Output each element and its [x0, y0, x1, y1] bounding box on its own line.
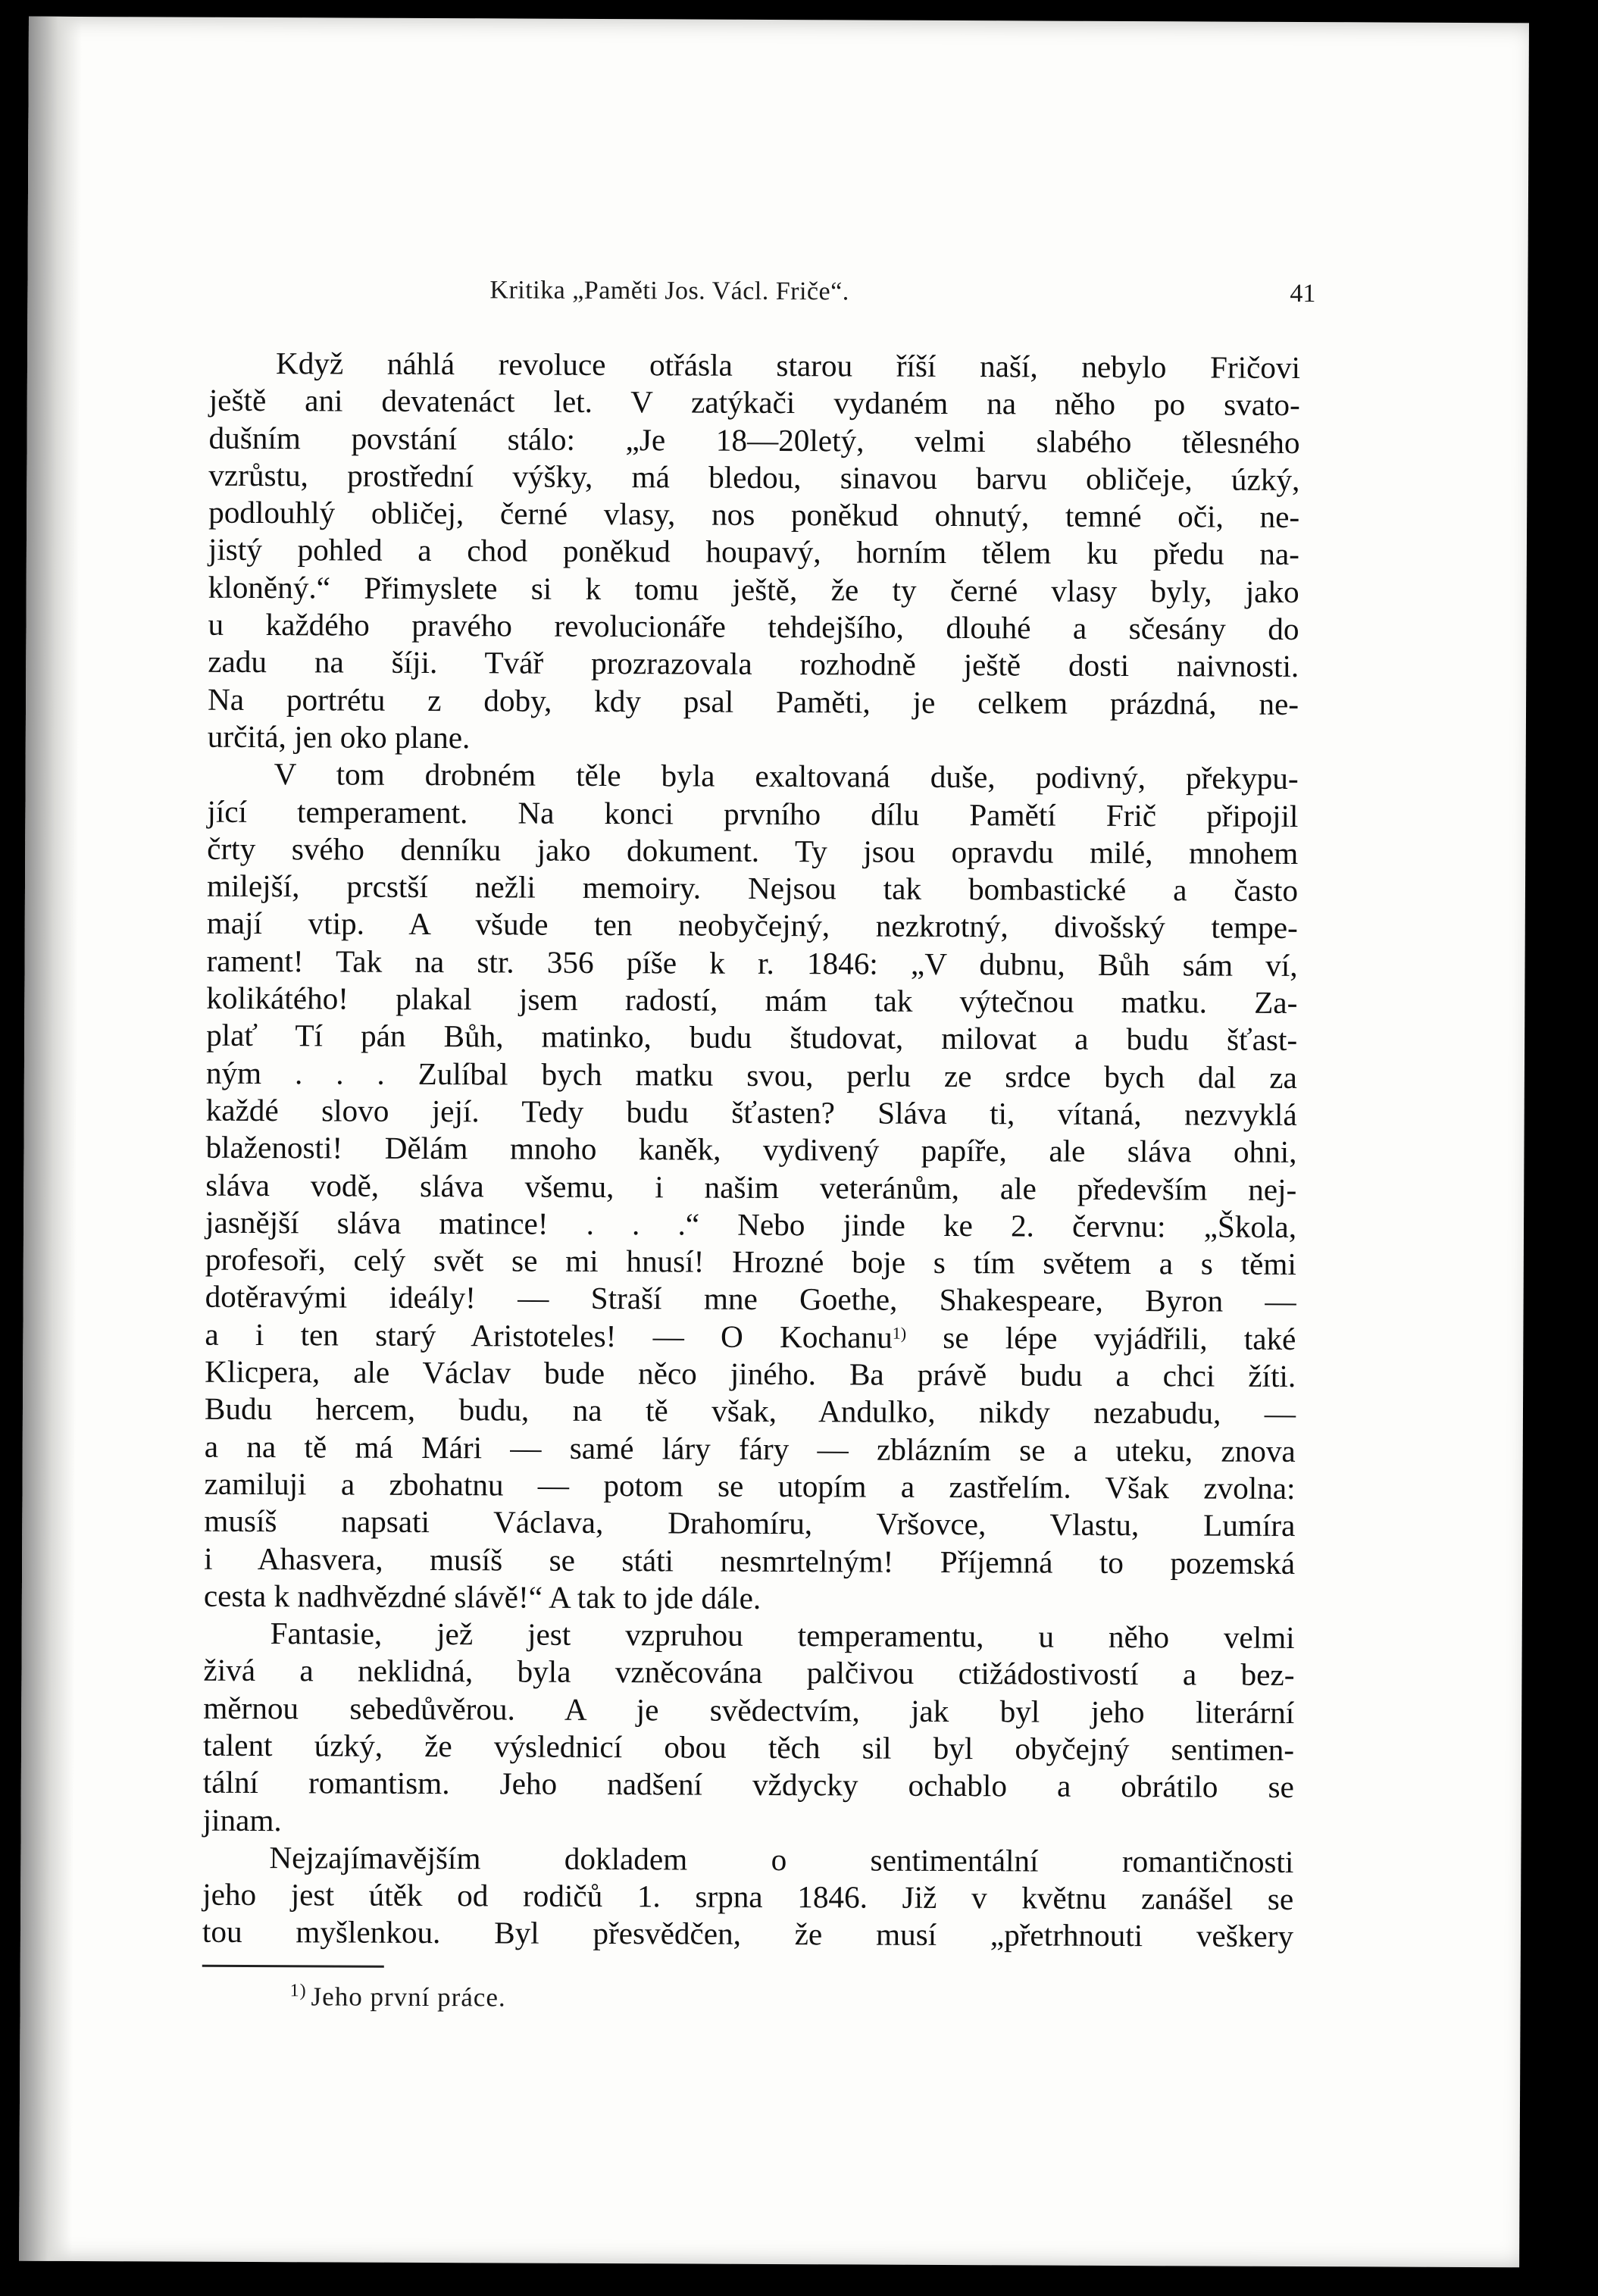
text-line: jasnější sláva matince! . . .“ Nebo jinde ke 2. červnu: „Škola,: [205, 1204, 1297, 1244]
text-line: profesoři, celý svět se mi hnusí! Hrozné boje s tím světem a s těmi: [205, 1241, 1296, 1282]
footnote-reference: 1): [892, 1323, 907, 1343]
text-line: Když náhlá revoluce otřásla starou říší naší, nebylo Fričovi: [275, 346, 1301, 386]
running-head-title: Kritika „Paměti Jos. Václ. Friče“.: [489, 276, 849, 306]
page-spine-shadow: [19, 17, 82, 2261]
page-number: 41: [1290, 279, 1316, 308]
text-line: kolikátého! plakal jsem radostí, mám tak výtečnou matku. Za-: [206, 980, 1298, 1021]
text-line: i Ahasvera, musíš se státi nesmrtelným! Příjemná to pozemská: [204, 1541, 1296, 1581]
running-head: [209, 275, 1331, 317]
text-line: jeho jest útěk od rodičů 1. srpna 1846. Již v květnu zanášel se: [202, 1876, 1294, 1917]
text-line: ještě ani devatenáct let. V zatýkači vydaném na něho po svato-: [208, 383, 1300, 423]
text-line: talent úzký, že výslednicí obou těch sil byl obyčejný sentimen-: [202, 1727, 1295, 1767]
text-line: jistý pohled a chod poněkud houpavý, horním tělem ku předu na-: [208, 532, 1300, 572]
text-line: každé slovo její. Tedy budu šťasten? Sláva ti, vítaná, nezvyklá: [205, 1092, 1297, 1132]
text-line: cesta k nadhvězdné slávě!“ A tak to jde dále.: [203, 1578, 761, 1616]
text-line: črty svého denníku jako dokument. Ty jsou opravdu milé, mnohem: [207, 831, 1299, 871]
text-line: sláva vodě, sláva všemu, i našim veteránům, ale především nej-: [205, 1167, 1297, 1207]
text-line-end: se lépe vyjádřili, také: [905, 1319, 1296, 1356]
text-line: dotěravými ideály! — Straší mne Goethe, Shakespeare, Byron —: [205, 1279, 1296, 1319]
text-line: podlouhlý obličej, černé vlasy, nos poněkud ohnutý, temné oči, ne-: [208, 494, 1300, 535]
text-line: plať Tí pán Bůh, matinko, budu študovat, milovat a budu šťast-: [206, 1018, 1298, 1058]
text-line: vzrůstu, prostřední výšky, má bledou, sinavou barvu obličeje, úzký,: [208, 457, 1300, 497]
text-line: zadu na šíji. Tvář prozrazovala rozhodně ještě dosti naivnosti.: [208, 644, 1299, 684]
footnote-text: Jeho první práce.: [311, 1982, 506, 2013]
text-line: Fantasie, jež jest vzpruhou temperamentu, u něho velmi: [270, 1616, 1295, 1656]
book-page: [19, 17, 1529, 2268]
footnote-mark: 1): [289, 1981, 307, 2001]
text-line: kloněný.“ Přimyslete si k tomu ještě, že ty černé vlasy byly, jako: [208, 569, 1299, 609]
text-line: určitá, jen oko plane.: [207, 718, 471, 755]
text-line: Budu hercem, budu, na tě však, Andulko, nikdy nezabudu, —: [204, 1391, 1296, 1431]
text-line: tální romantism. Jeho nadšení vždycky ochablo a obrátilo se: [202, 1764, 1294, 1805]
text-line: Na portrétu z doby, kdy psal Paměti, je celkem prázdná, ne-: [207, 681, 1299, 721]
text-line: musíš napsati Václava, Drahomíru, Vršovce, Vlastu, Lumíra: [204, 1503, 1296, 1544]
text-line-start: a i ten starý Aristoteles! — O Kochanu: [205, 1316, 893, 1355]
text-line: mají vtip. A všude ten neobyčejný, nezkrotný, divošský tempe-: [206, 906, 1298, 946]
footnote: [290, 1982, 506, 2013]
text-line: ným . . . Zulíbal bych matku svou, perlu ze srdce bych dal za: [205, 1055, 1298, 1095]
text-line: jící temperament. Na konci prvního dílu Pamětí Frič připojil: [207, 793, 1299, 834]
text-line: Nejzajímavějším dokladem o sentimentální romantičnosti: [269, 1839, 1294, 1879]
text-line-with-footnote: [205, 1315, 1296, 1358]
text-line: Klicpera, ale Václav bude něco jiného. Ba právě budu a chci žíti.: [205, 1353, 1296, 1394]
text-line: jinam.: [202, 1802, 282, 1838]
text-line: dušním povstání stálo: „Je 18—20letý, velmi slabého tělesného: [208, 420, 1300, 460]
text-line: tou myšlenkou. Byl přesvědčen, že musí „přetrhnouti veškery: [202, 1914, 1294, 1954]
text-line: měrnou sebedůvěrou. A je svědectvím, jak byl jeho literární: [203, 1690, 1295, 1730]
text-line: blaženosti! Dělám mnoho kaněk, vydivený papíře, ale sláva ohni,: [205, 1129, 1297, 1170]
text-line: rament! Tak na str. 356 píše k r. 1846: „V dubnu, Bůh sám ví,: [206, 943, 1298, 983]
text-line: živá a neklidná, byla vzněcována palčivou ctižádostivostí a bez-: [203, 1653, 1295, 1693]
footnote-divider: [202, 1965, 384, 1968]
text-line: milejší, prcstší nežli memoiry. Nejsou tak bombastické a často: [206, 868, 1299, 909]
text-line: zamiluji a zbohatnu — potom se utopím a zastřelím. Však zvolna:: [204, 1465, 1296, 1506]
text-line: V tom drobném těle byla exaltovaná duše, podivný, překypu-: [274, 756, 1299, 796]
text-line: a na tě má Mári — samé láry fáry — zblázním se a uteku, znova: [204, 1428, 1296, 1469]
text-line: u každého pravého revolucionáře tehdejšího, dlouhé a sčesány do: [208, 606, 1299, 647]
body-text: [202, 345, 1300, 1956]
